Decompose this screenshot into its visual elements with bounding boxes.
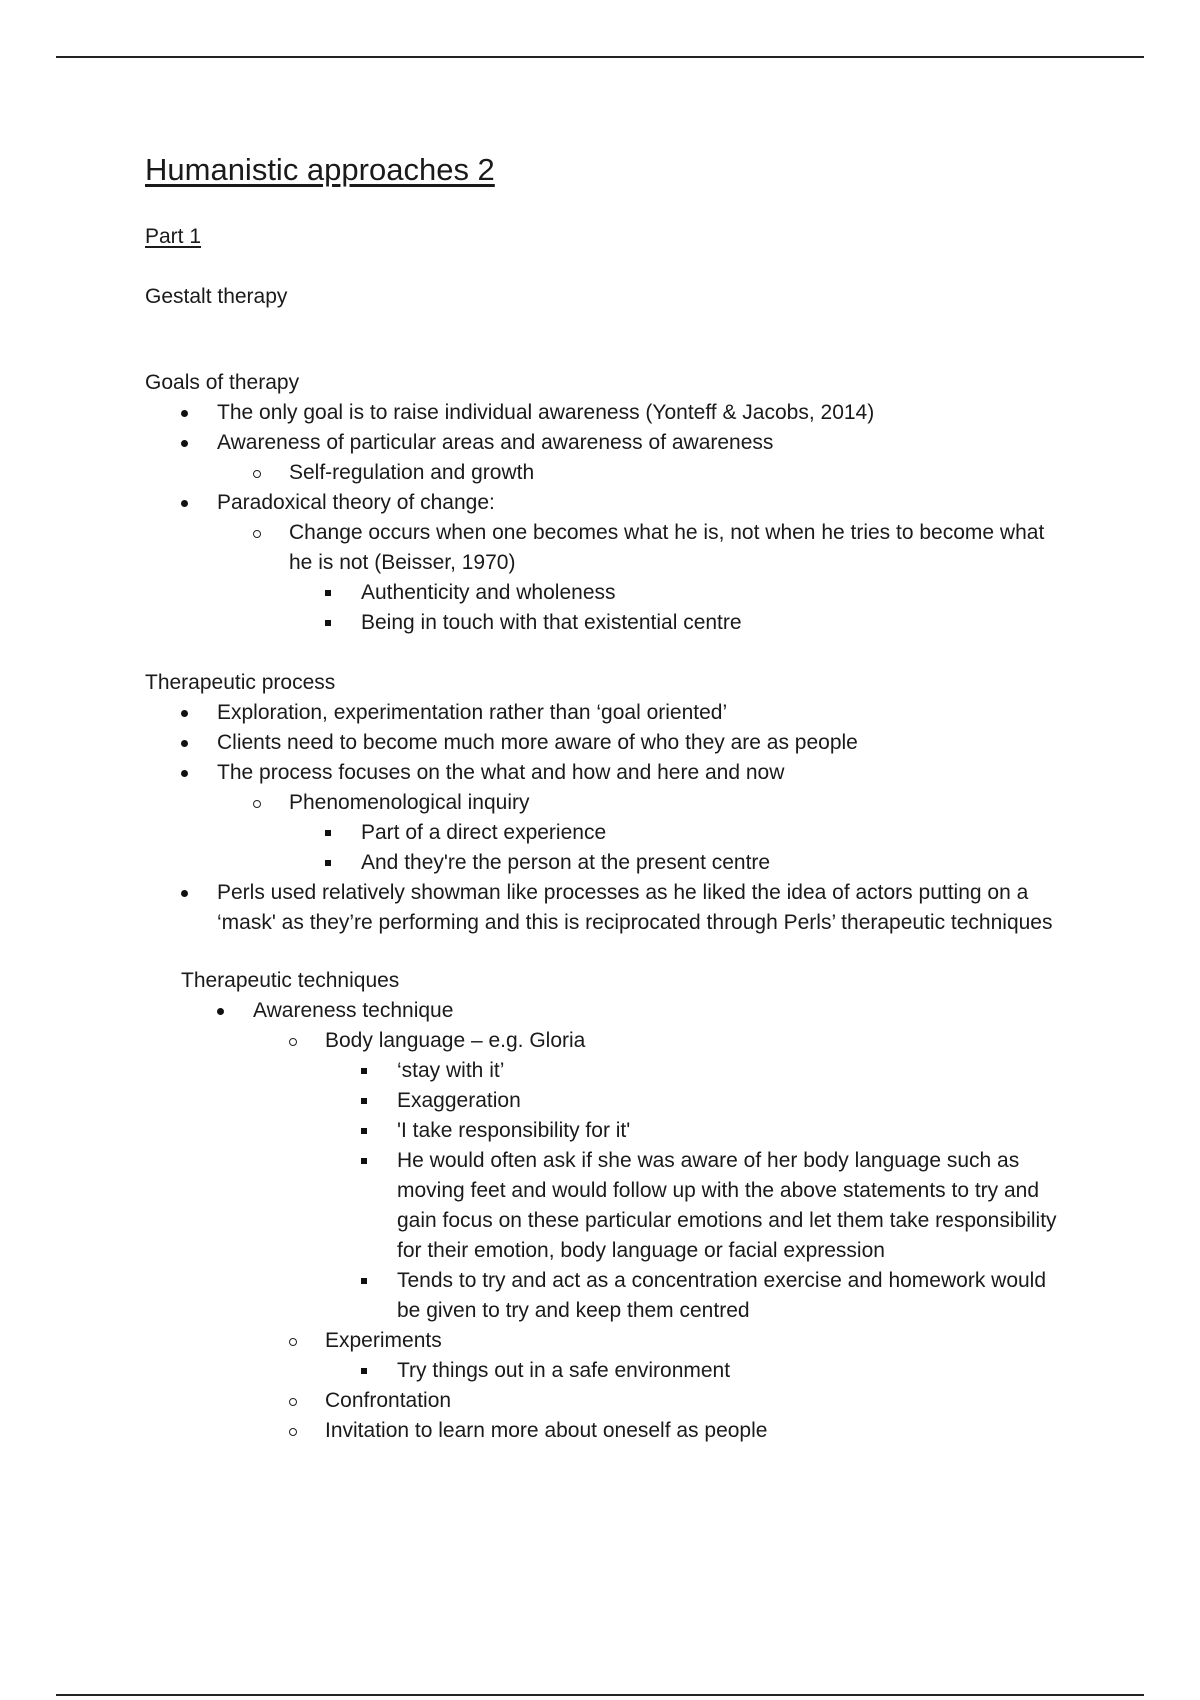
list-item: Awareness technique	[253, 999, 454, 1022]
process-list	[145, 698, 1065, 788]
techniques-heading: Therapeutic techniques	[181, 969, 400, 992]
list-item: Clients need to become much more aware of who they are as people	[217, 731, 858, 754]
list-item: Being in touch with that existential centre	[361, 611, 742, 634]
list-item: 'I take responsibility for it'	[397, 1119, 631, 1142]
list-item: And they're the person at the present centre	[361, 851, 771, 874]
list-item: Awareness of particular areas and awareness of awareness	[217, 431, 774, 454]
list-item: Exploration, experimentation rather than ‘goal oriented’	[217, 701, 728, 724]
list-item: Paradoxical theory of change:	[217, 491, 495, 514]
list-item: Exaggeration	[397, 1089, 521, 1112]
list-item: The process focuses on the what and how and here and now	[217, 761, 785, 784]
subtitle: Gestalt therapy	[145, 285, 288, 308]
list-item: Body language – e.g. Gloria	[325, 1029, 586, 1052]
list-item: Self-regulation and growth	[289, 461, 535, 484]
process-heading: Therapeutic process	[145, 671, 336, 694]
list-item: Phenomenological inquiry	[289, 791, 530, 814]
document-body	[145, 150, 1065, 1446]
list-item: Invitation to learn more about oneself as people	[325, 1419, 768, 1442]
list-item: Perls used relatively showman like processes as he liked the idea of actors putting on a ‘mask' as they’re performing and this is reciprocated through Perls’ therapeutic techniques	[217, 881, 1053, 934]
list-item: Try things out in a safe environment	[397, 1359, 731, 1382]
top-rule	[56, 56, 1144, 58]
list-item: Tends to try and act as a concentration exercise and homework would be given to try and keep them centred	[397, 1269, 1047, 1322]
list-item: Experiments	[325, 1329, 442, 1352]
page-title: Humanistic approaches 2	[145, 152, 495, 187]
techniques-list	[181, 996, 1065, 1446]
list-item: The only goal is to raise individual awareness (Yonteff & Jacobs, 2014)	[217, 401, 875, 424]
goals-heading: Goals of therapy	[145, 371, 300, 394]
bottom-rule	[56, 1694, 1144, 1696]
list-item: Confrontation	[325, 1389, 452, 1412]
list-item: ‘stay with it’	[397, 1059, 505, 1082]
goals-list	[145, 398, 1065, 458]
list-item: Change occurs when one becomes what he is, not when he tries to become what he is not (Beisser, 1970)	[289, 521, 1045, 574]
list-item: He would often ask if she was aware of her body language such as moving feet and would follow up with the above statements to try and gain focus on these particular emotions and let them take responsibility for their emotion, body language or facial expression	[397, 1149, 1057, 1262]
part-heading: Part 1	[145, 225, 202, 248]
list-item: Part of a direct experience	[361, 821, 607, 844]
list-item: Authenticity and wholeness	[361, 581, 616, 604]
